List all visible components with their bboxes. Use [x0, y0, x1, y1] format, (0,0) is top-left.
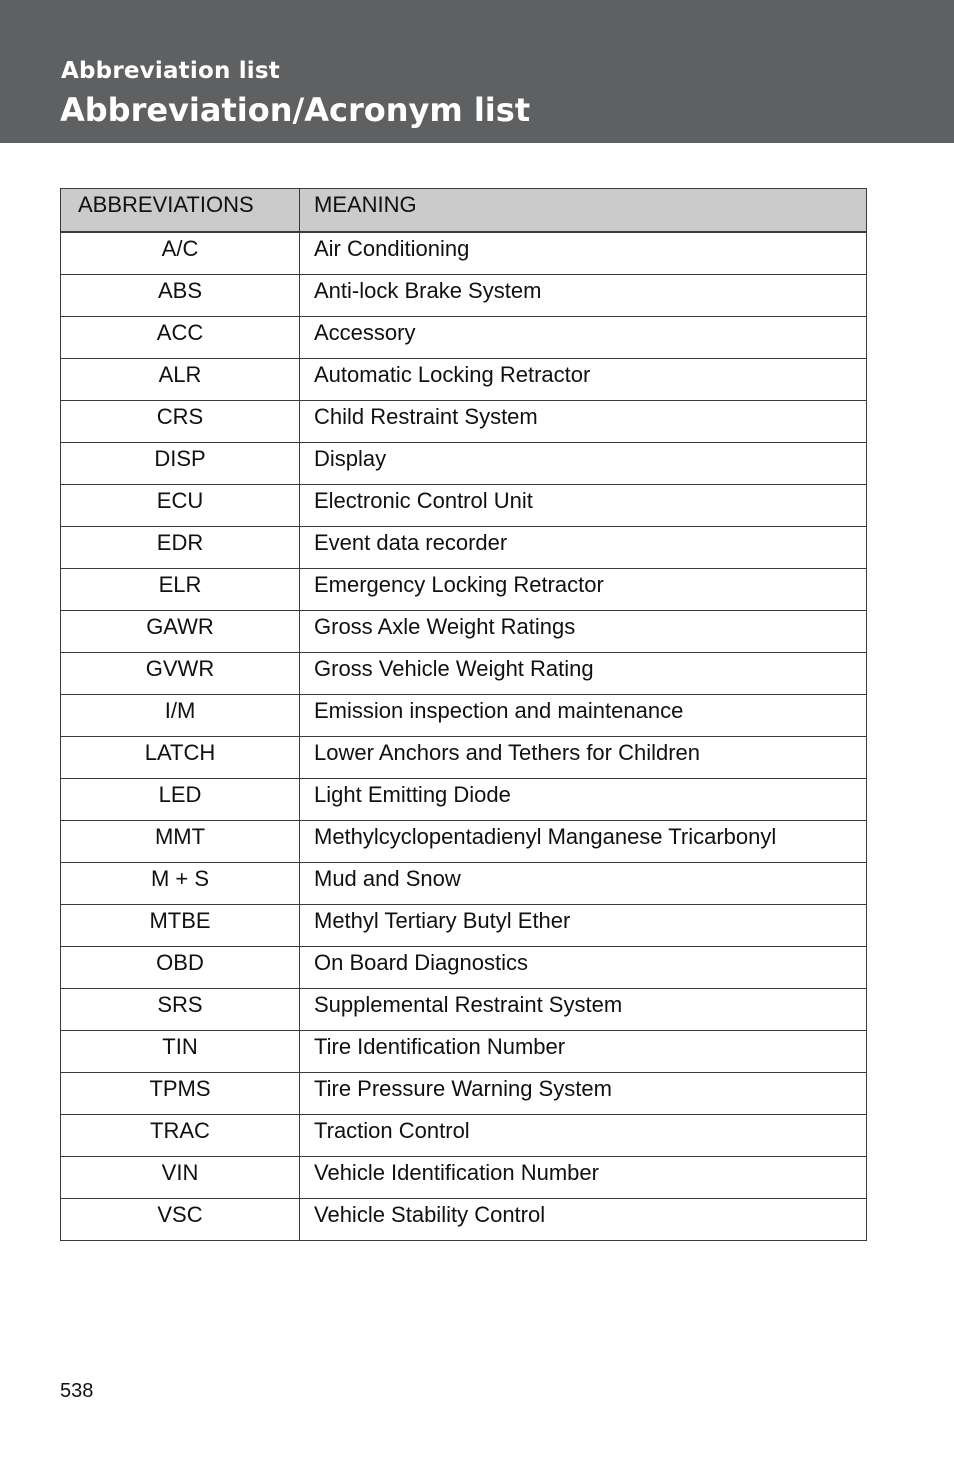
- table-row: [61, 905, 867, 947]
- table-row: [61, 821, 867, 863]
- meaning-cell: Methylcyclopentadienyl Manganese Tricarbonyl: [300, 821, 867, 863]
- abbreviation-cell: ECU: [61, 485, 300, 527]
- column-header-meaning: MEANING: [300, 189, 867, 233]
- abbreviation-cell: DISP: [61, 443, 300, 485]
- abbreviation-cell: LED: [61, 779, 300, 821]
- table-row: [61, 359, 867, 401]
- meaning-cell: Vehicle Identification Number: [300, 1157, 867, 1199]
- table-header-row: [61, 189, 867, 233]
- table-row: [61, 1031, 867, 1073]
- meaning-cell: Vehicle Stability Control: [300, 1199, 867, 1241]
- abbreviation-cell: OBD: [61, 947, 300, 989]
- abbreviation-cell: VSC: [61, 1199, 300, 1241]
- table-row: [61, 485, 867, 527]
- abbreviation-cell: ACC: [61, 317, 300, 359]
- meaning-cell: Mud and Snow: [300, 863, 867, 905]
- abbreviation-cell: SRS: [61, 989, 300, 1031]
- table-row: [61, 989, 867, 1031]
- abbreviation-cell: CRS: [61, 401, 300, 443]
- table-row: [61, 1157, 867, 1199]
- table-row: [61, 232, 867, 275]
- table-row: [61, 653, 867, 695]
- meaning-cell: Tire Pressure Warning System: [300, 1073, 867, 1115]
- table-row: [61, 1115, 867, 1157]
- meaning-cell: Methyl Tertiary Butyl Ether: [300, 905, 867, 947]
- meaning-cell: Emission inspection and maintenance: [300, 695, 867, 737]
- abbreviation-cell: TPMS: [61, 1073, 300, 1115]
- table-row: [61, 569, 867, 611]
- table-row: [61, 275, 867, 317]
- meaning-cell: Air Conditioning: [300, 232, 867, 275]
- table-row: [61, 863, 867, 905]
- table-row: [61, 317, 867, 359]
- abbreviation-cell: MMT: [61, 821, 300, 863]
- abbreviation-cell: GVWR: [61, 653, 300, 695]
- meaning-cell: Supplemental Restraint System: [300, 989, 867, 1031]
- table-row: [61, 443, 867, 485]
- meaning-cell: Gross Vehicle Weight Rating: [300, 653, 867, 695]
- meaning-cell: Anti-lock Brake System: [300, 275, 867, 317]
- meaning-cell: Traction Control: [300, 1115, 867, 1157]
- abbreviation-cell: A/C: [61, 232, 300, 275]
- meaning-cell: Accessory: [300, 317, 867, 359]
- table-row: [61, 779, 867, 821]
- abbreviation-cell: ALR: [61, 359, 300, 401]
- abbreviation-cell: LATCH: [61, 737, 300, 779]
- abbreviation-cell: GAWR: [61, 611, 300, 653]
- meaning-cell: Gross Axle Weight Ratings: [300, 611, 867, 653]
- meaning-cell: Child Restraint System: [300, 401, 867, 443]
- meaning-cell: Light Emitting Diode: [300, 779, 867, 821]
- abbreviation-cell: I/M: [61, 695, 300, 737]
- table-row: [61, 947, 867, 989]
- meaning-cell: Emergency Locking Retractor: [300, 569, 867, 611]
- abbreviation-cell: M + S: [61, 863, 300, 905]
- table-row: [61, 611, 867, 653]
- table-row: [61, 401, 867, 443]
- page-number: 538: [60, 1380, 94, 1402]
- column-header-abbreviations: ABBREVIATIONS: [61, 189, 300, 233]
- page-header: [0, 0, 954, 143]
- table-row: [61, 737, 867, 779]
- section-label: Abbreviation list: [61, 58, 280, 84]
- meaning-cell: Lower Anchors and Tethers for Children: [300, 737, 867, 779]
- table-row: [61, 695, 867, 737]
- table-row: [61, 527, 867, 569]
- table-body: [61, 232, 867, 1241]
- table-row: [61, 1073, 867, 1115]
- meaning-cell: Event data recorder: [300, 527, 867, 569]
- abbreviation-cell: EDR: [61, 527, 300, 569]
- abbreviation-cell: ABS: [61, 275, 300, 317]
- abbreviation-table: [60, 188, 867, 1241]
- abbreviation-cell: ELR: [61, 569, 300, 611]
- meaning-cell: Automatic Locking Retractor: [300, 359, 867, 401]
- table-row: [61, 1199, 867, 1241]
- meaning-cell: Tire Identification Number: [300, 1031, 867, 1073]
- abbreviation-cell: TIN: [61, 1031, 300, 1073]
- meaning-cell: On Board Diagnostics: [300, 947, 867, 989]
- meaning-cell: Display: [300, 443, 867, 485]
- abbreviation-cell: VIN: [61, 1157, 300, 1199]
- abbreviation-cell: TRAC: [61, 1115, 300, 1157]
- meaning-cell: Electronic Control Unit: [300, 485, 867, 527]
- abbreviation-cell: MTBE: [61, 905, 300, 947]
- page-title: Abbreviation/Acronym list: [60, 91, 531, 129]
